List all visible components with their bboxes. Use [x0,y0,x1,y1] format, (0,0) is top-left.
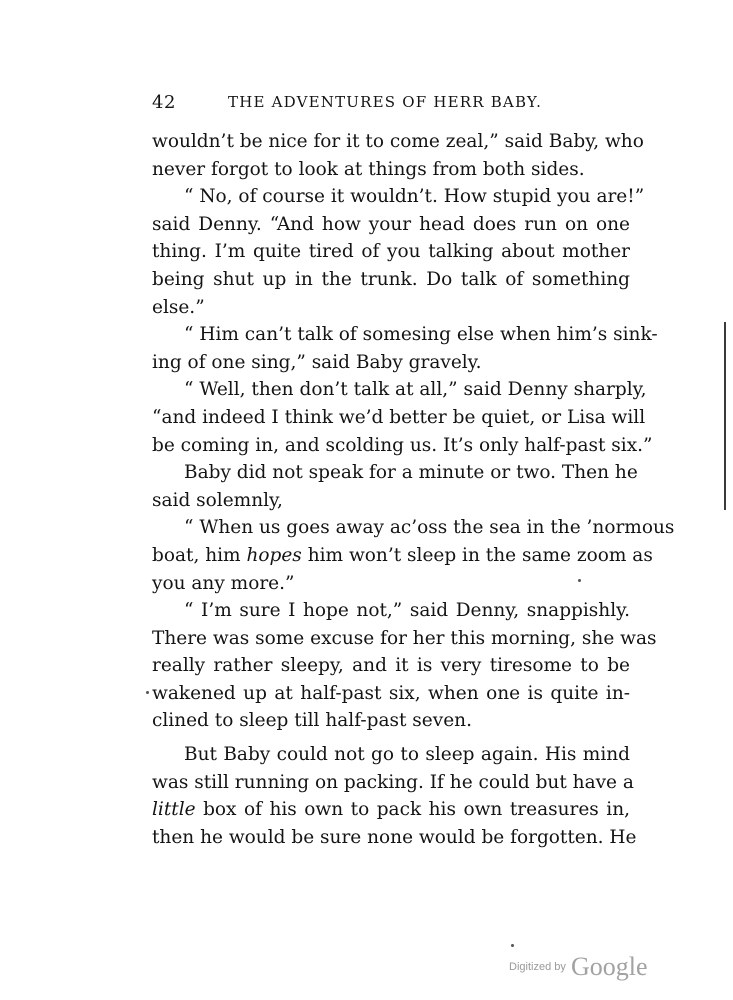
text-line: ing of one sing,” said Baby gravely. [152,351,482,373]
text-line [152,542,653,570]
text-line: “ No, of course it wouldn’t. How stupid you are!” [184,186,645,208]
text-line: be coming in, and scolding us. It’s only half-past six.” [152,434,653,456]
body-text [152,128,675,851]
text-line: then he would be sure none would be forgotten. He [152,826,637,848]
text-line: you any more.” [152,572,295,594]
italic-word: hopes [246,544,302,566]
text-line: clined to sleep till half-past seven. [152,710,472,732]
ink-speck [511,944,514,947]
text-line: was still running on packing. If he could but have a [152,771,634,793]
text-line: “ Well, then don’t talk at all,” said Denny sharply, [184,379,647,401]
google-digitized-watermark [509,952,648,982]
text-segment: him won’t sleep in the same zoom as [301,544,653,566]
running-head [152,92,630,116]
scan-margin-line [724,322,726,510]
text-line: But Baby could not go to sleep again. His mind [184,744,630,766]
text-line: wakened up at half-past six, when one is quite in- [152,682,630,704]
text-line [152,796,630,824]
text-line: “ Him can’t talk of somesing else when him’s sink- [184,324,658,346]
text-line: said Denny. “And how your head does run on one [152,213,630,235]
text-line: thing. I’m quite tired of you talking about mother [152,241,630,263]
text-line: being shut up in the trunk. Do talk of something [152,268,630,290]
text-line: “ I’m sure I hope not,” said Denny, snappishly. [184,600,630,622]
text-line: said solemnly, [152,489,283,511]
google-logo: Google [570,952,648,981]
text-segment: boat, him [152,544,247,566]
text-line: “and indeed I think we’d better be quiet, or Lisa will [152,406,646,428]
text-line: really rather sleepy, and it is very tiresome to be [152,655,630,677]
italic-word: little [152,799,196,821]
text-line: else.” [152,296,205,318]
text-line: There was some excuse for her this morning, she was [152,627,657,649]
digitized-by-text: Digitized by [509,961,566,973]
text-line: “ When us goes away ac’oss the sea in the ’normous [184,517,675,539]
text-line: never forgot to look at things from both sides. [152,158,585,180]
page-number: 42 [152,92,177,113]
ink-speck [578,579,581,582]
ink-speck [146,691,149,694]
running-title: THE ADVENTURES OF HERR BABY. [228,93,543,111]
text-line: Baby did not speak for a minute or two. Then he [184,462,638,484]
text-segment: box of his own to pack his own treasures in, [195,799,630,821]
text-line: wouldn’t be nice for it to come zeal,” said Baby, who [152,131,644,152]
